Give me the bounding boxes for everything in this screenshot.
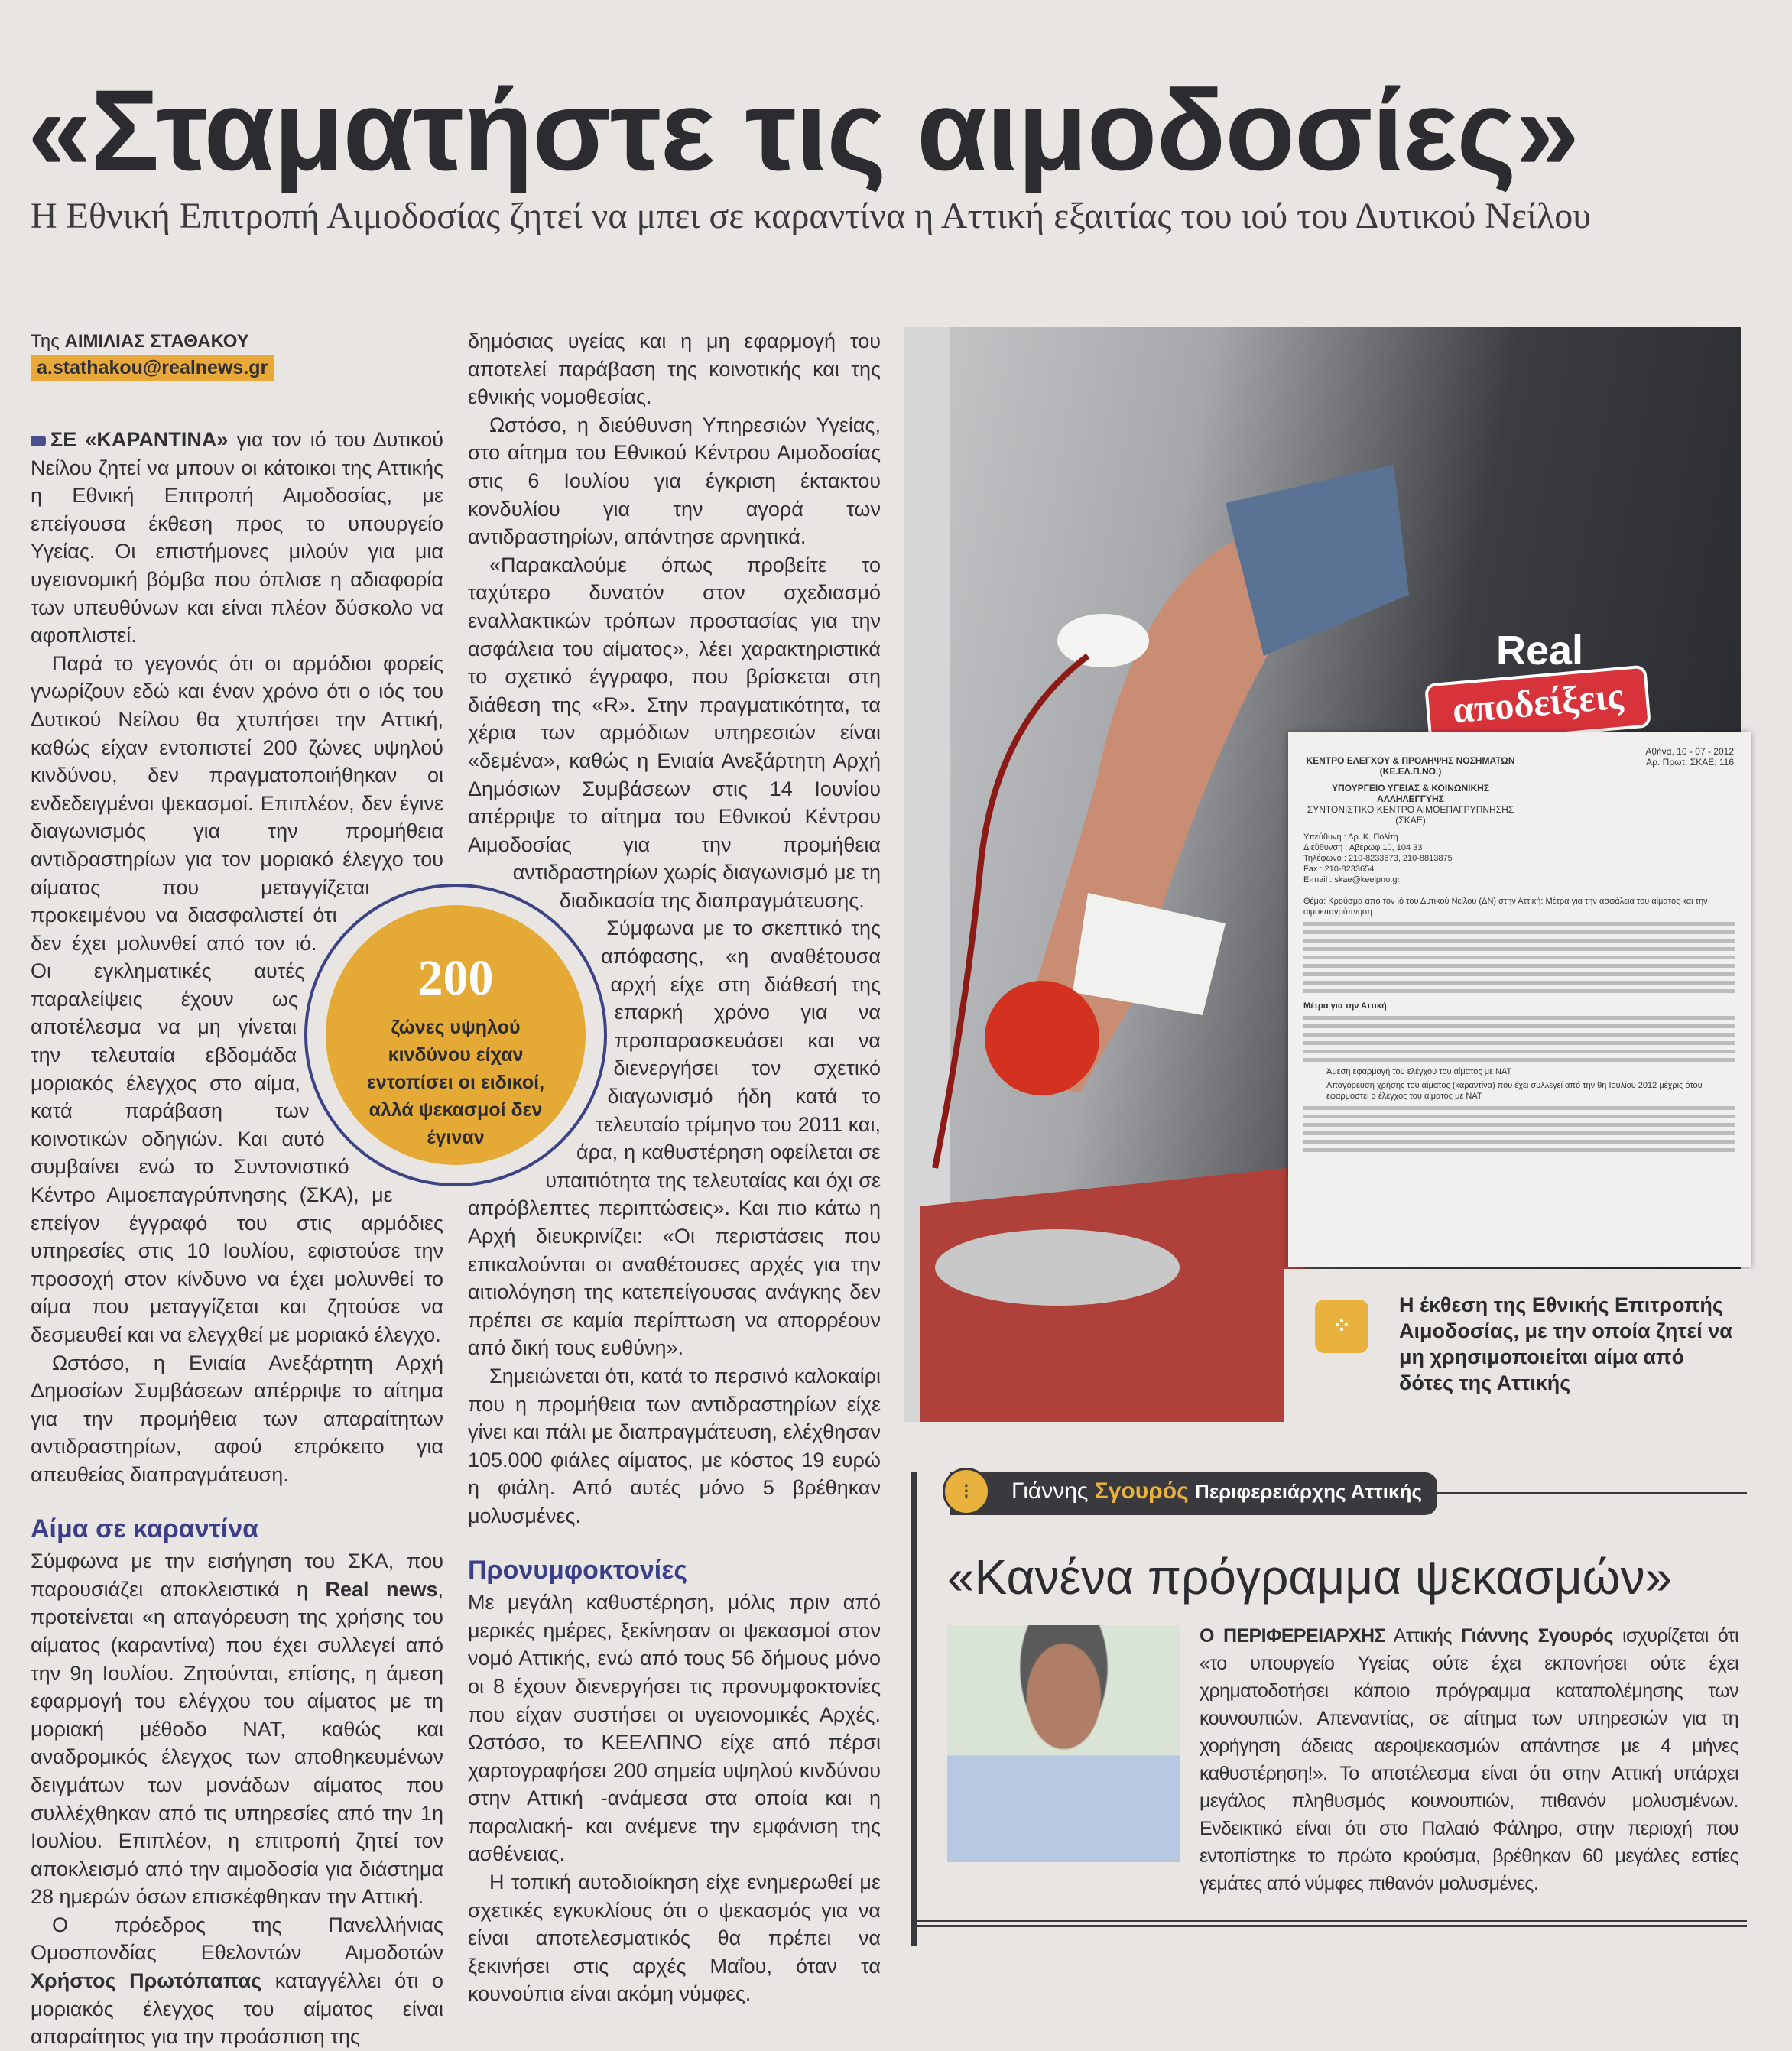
byline-prefix: Της — [31, 331, 60, 352]
paragraph: Ωστόσο, η διεύθυνση Υπηρεσιών Υγείας, στο αίτημα του Εθνικού Κέντρου Αιμοδοσίας στις 6 Ιουλίου για έγκριση έκτακτου κονδυλίου για την αγορά των αντιδραστηρίων, απάντησε αρνητικά. — [468, 413, 881, 549]
sidebar-text — [1200, 1622, 1738, 1897]
doc-field: Υπεύθυνη : Δρ. Κ. Πολίτη — [1303, 832, 1398, 842]
paragraph-text: Σύμφωνα με την εισήγηση του ΣΚΑ, που παρουσιάζει αποκλειστικά η — [31, 1550, 443, 1601]
role: Περιφερειάρχης Αττικής — [1195, 1480, 1422, 1503]
doc-date: Αθήνα, 10 - 07 - 2012 — [1645, 746, 1734, 757]
byline-author: ΑΙΜΙΛΙΑΣ ΣΤΑΘΑΚΟΥ — [64, 331, 249, 352]
paragraph-text: ισχυρίζεται ότι «το υπουργείο Υγείας ούτε έχει εκπονήσει ούτε έχει χρηματοδοτήσει κάποιο πρόγραμμα καταπολέμησης των κουνουπιών. Απεναντίας, σε αίτημα των υπηρεσιών για τη χορήγηση άδειας αεροψεκασμών απάντησε με 4 μήνες καθυστέρηση!». Το αποτέλεσμα είναι ότι στην Αττική υπάρχει μεγάλος πληθυσμός κουνουπιών, πιθανόν μολυσμένων. Ενδεικτικό είναι ότι στο Παλαιό Φάληρο, στην περιοχή που εντοπίστηκε το πρώτο κρούσμα, βρέθηκαν 60 μεγάλες εστίες γεμάτες από νύμφες πιθανόν μολυσμένες. — [1200, 1625, 1739, 1894]
badge-real: Real — [1496, 628, 1584, 673]
doc-field: Διεύθυνση : Αβέρωφ 10, 104 33 — [1303, 843, 1423, 852]
paragraph: Με μεγάλη καθυστέρηση, μόλις πριν από μερικές ημέρες, ξεκίνησαν οι ψεκασμοί στον νομό Αττικής, ενώ από τους 56 δήμους μόνο οι 8 έχουν διενεργήσει τις προνυμφοκτονίες που είχαν συστήσει οι υγειονομικές Αρχές. Ωστόσο, το ΚΕΕΛΠΝΟ είχε από πέρσι χαρτογραφήσει 200 σημεία υψηλού κινδύνου στην Αττική -ανάμεσα στα οποία και η παραλιακή- και ανέμενε την εμφάνιση της ασθένειας. — [468, 1591, 881, 1866]
doc-subject: Θέμα: Κρούσμα από τον ιό του Δυτικού Νείλου (ΔΝ) στην Αττική: Μέτρα για την ασφάλεια του αίματος και την αιμοεπαγρύπνηση — [1303, 897, 1708, 917]
paragraph-text: καταγγέλλει ότι ο μοριακός έλεγχος του αίματος είναι απαραίτητος για την προάσπιση της — [31, 1969, 444, 2049]
badge-apodeixeis: αποδείξεις — [1424, 664, 1651, 746]
caption-text: Η έκθεση της Εθνικής Επιτροπής Αιμοδοσίας, με την οποία ζητεί να μη χρησιμοποιείται αίμα από δότες της Αττικής — [1399, 1293, 1732, 1394]
doc-org: ΚΕΝΤΡΟ ΕΛΕΓΧΟΥ & ΠΡΟΛΗΨΗΣ ΝΟΣΗΜΑΤΩΝ (ΚΕ.ΕΛ.Π.ΝΟ.) — [1306, 755, 1515, 777]
brand-name: Real news — [325, 1577, 438, 1601]
paragraph-text: για τον ιό του Δυτικού Νείλου ζητεί να μπουν οι κάτοικοι της Αττικής η Εθνική Επιτροπή Αιμοδοσίας, με επείγουσα έκθεση προς το υπουργείο Υγείας. Οι επιστήμονες μιλούν για μια υγειονομική βόμβα που όπλισε η αδιαφορία των υπευθύνων και είναι πλέον δύσκολο να αφοπλιστεί. — [31, 428, 443, 647]
paragraph: Σημειώνεται ότι, κατά το περσινό καλοκαίρι που η προμήθεια των αντιδραστηρίων είχε γίνει και πάλι με διαπραγμάτευση, ελέχθησαν 105.000 φιάλες αίματος, με κόστος 19 ευρώ η φιάλη. Από αυτές μόνο 5 βρέθηκαν μολυσμένες. — [468, 1364, 881, 1527]
paragraph-text: Αττικής — [1385, 1625, 1462, 1647]
doc-section: Μέτρα για την Αττική — [1303, 1001, 1387, 1011]
person-name: Χρήστος Πρωτόπαπας — [31, 1969, 262, 1993]
paragraph: Σύμφωνα με το σκεπτικό της απόφασης, «η αναθέτουσα αρχή είχε στη διάθεσή της επαρκή χρόνο για να προπαρασκευάσει και να διενεργήσει τον σχετικό διαγωνισμό ήδη κατά το τελευταίο τρίμηνο του 2011 και, άρα, η καθυστέρηση οφείλεται σε υπαιτιότητα της τελευταίας και όχι σε απρόβλεπτες περιπτώσεις». Και πιο κάτω η Αρχή διευκρινίζει: «Οι περιστάσεις που επικαλούνται οι αναθέτουσες αρχές για την αιτιολόγηση της κατεπείγουσας ανάγκης δεν πρέπει σε καμία περίπτωση να απορρέουν από δική τους ευθύνη». — [468, 917, 881, 1360]
headline: «Σταματήστε τις αιμοδοσίες» — [28, 66, 1579, 194]
byline — [31, 329, 443, 381]
paragraph — [31, 426, 443, 650]
paragraph — [31, 1547, 443, 1911]
section-heading: Προνυμφοκτονίες — [468, 1555, 688, 1585]
first-name: Γιάννης — [1011, 1478, 1089, 1504]
portrait-photo — [947, 1625, 1180, 1862]
callout-circle — [304, 884, 607, 1186]
doc-bullet: Άμεση εφαρμογή του ελέγχου του αίματος με NAT — [1326, 1067, 1512, 1076]
evidence-document — [1288, 732, 1751, 1267]
paragraph: Ωστόσο, η Ενιαία Ανεξάρτητη Αρχή Δημοσίων Συμβάσεων απέρριψε το αίτημα για την προμήθεια των απαραίτητων αντιδραστηρίων, αφού επρόκειτο για απευθείας διαπραγμάτευση. — [31, 1351, 443, 1486]
paragraph: «Παρακαλούμε όπως προβείτε το ταχύτερο δυνατόν στον σχεδιασμό εναλλακτικών τρόπων προστασίας για την ασφάλεια του αίματος», λέει χαρακτηριστικά το σχετικό έγγραφο, που βρίσκεται στη διάθεση της «R». Στην πραγματικότητα, τα χέρια των αρμόδιων υπηρεσιών είναι «δεμένα», καθώς η Ενιαία Ανεξάρτητη Αρχή Δημόσιων Συμβάσεων στις 14 Ιουνίου απέρριψε το αίτημα του Εθνικού Κέντρου Αιμοδοσίας για την προμήθεια αντιδραστηρίων χωρίς διαγωνισμό με τη διαδικασία της διαπραγμάτευσης. — [468, 553, 881, 912]
section-heading: Αίμα σε καραντίνα — [31, 1514, 258, 1543]
paragraph-text: Ο πρόεδρος της Πανελλήνιας Ομοσπονδίας Εθελοντών Αιμοδοτών — [31, 1913, 443, 1965]
paragraph: Η τοπική αυτοδιοίκηση είχε ενημερωθεί με σχετικές εγκυκλίους ότι ο ψεκασμός για να είναι αποτελεσματικός θα πρέπει να ξεκινήσει στις αρχές Μαΐου, όταν τα κουνούπια είναι ακόμη νύμφες. — [468, 1871, 881, 2006]
article-column-2 — [468, 327, 881, 2008]
doc-field: Fax : 210-8233654 — [1303, 865, 1375, 874]
callout-number: 200 — [417, 950, 494, 1006]
paragraph: Παρά το γεγονός ότι οι αρμόδιοι φορείς γνωρίζουν εδώ και έναν χρόνο ότι ο ιός του Δυτικού Νείλου θα χτυπήσει την Αττική, καθώς είχαν εντοπιστεί 200 ζώνες υψηλού κινδύνου, δεν πραγματοποιήθηκαν οι ενδεδειγμένοι ψεκασμοί. Επιπλέον, δεν έγινε διαγωνισμός για την προμήθεια αντιδραστηρίων για τον μοριακό έλεγχο του αίματος που μεταγγίζεται προκειμένου να διασφαλιστεί ότι δεν έχει μολυνθεί από τον ιό. Οι εγκληματικές αυτές παραλείψεις έχουν ως αποτέλεσμα να μη γίνεται την τελευταία εβδομάδα μοριακός έλεγχος στο αίμα, κατά παράβαση των κοινοτικών οδηγιών. Και αυτό συμβαίνει ενώ το Συντονιστικό Κέντρο Αιμοεπαγρύπνησης (ΣΚΑ), με επείγον έγγραφό του στις αρμόδιες υπηρεσίες στις 10 Ιουλίου, εφιστούσε την προσοχή στον κίνδυνο να έχει μολυνθεί το αίμα που μεταγγίζεται και ζητούσε να δεσμευθεί και να ελεγχθεί με μοριακό έλεγχο. — [31, 651, 443, 1346]
photo-caption — [1284, 1269, 1751, 1422]
doc-field: Τηλέφωνο : 210-8233673, 210-8813875 — [1303, 854, 1453, 863]
paragraph — [31, 1911, 443, 2051]
doc-field: E-mail : skae@keelpno.gr — [1303, 875, 1401, 884]
paragraph: δημόσιας υγείας και η μη εφαρμογή του αποτελεί παράβαση της κοινοτικής και της εθνικής νομοθεσίας. — [468, 329, 881, 409]
sidebar-header — [950, 1472, 1437, 1515]
last-name: Σγουρός — [1094, 1478, 1189, 1504]
lead-in: Ο ΠΕΡΙΦΕΡΕΙΑΡΧΗΣ — [1200, 1625, 1385, 1647]
doc-ministry: ΥΠΟΥΡΓΕΙΟ ΥΓΕΙΑΣ & ΚΟΙΝΩΝΙΚΗΣ ΑΛΛΗΛΕΓΓΥΗΣ — [1331, 783, 1490, 804]
subheadline: Η Εθνική Επιτροπή Αιμοδοσίας ζητεί να μπει σε καραντίνα η Αττική εξαιτίας του ιού του Δυτικού Νείλου — [31, 196, 1592, 236]
author-email: a.stathakou@realnews.gr — [31, 355, 274, 381]
paragraph-text: , προτείνεται «η απαγόρευση της χρήσης του αίματος (καραντίνα) που έχει συλλεγεί από την 9η Ιουλίου. Ζητούνται, επίσης, η άμεση εφαρμογή του ελέγχου του αίματος με τη μοριακή μέθοδο NAT, καθώς και αναδρομικός έλεγχος των αποθηκευμένων δειγμάτων των μονάδων αίματος που συλλέχθηκαν από τις υπηρεσίες από την 1η Ιουλίου. Επιπλέον, η επιτροπή ζητεί τον αποκλεισμό από την αιμοδοσία για διάστημα 28 ημερών όσων επισκέφθηκαν την Αττική. — [31, 1577, 443, 1909]
lead-in: ΣΕ «ΚΑΡΑΝΤΙΝΑ» — [50, 428, 229, 451]
bullet-square-icon — [31, 436, 46, 446]
dots-icon: ⁘ — [1315, 1300, 1368, 1353]
sidebar-interview-box — [911, 1472, 1747, 1946]
doc-center: ΣΥΝΤΟΝΙΣΤΙΚΟ ΚΕΝΤΡΟ ΑΙΜΟΕΠΑΓΡΥΠΝΗΣΗΣ (ΣΚΑΕ) — [1307, 804, 1514, 826]
sidebar-title: «Κανένα πρόγραμμα ψεκασμών» — [947, 1550, 1673, 1605]
dots-icon: ⁝ — [943, 1468, 990, 1515]
doc-bullet: Απαγόρευση χρήσης του αίματος (καραντίνα) που έχει συλλεγεί από την 9η Ιουλίου 2012 μέχρις ότου εφαρμοστεί ο έλεγχος του αίματος με NAT — [1326, 1081, 1703, 1101]
callout-text: ζώνες υψηλού κινδύνου είχαν εντοπίσει οι ειδικοί, αλλά ψεκασμοί δεν έγιναν — [366, 1017, 545, 1148]
article-column-1 — [31, 329, 443, 2051]
person-name: Γιάννης Σγουρός — [1461, 1625, 1613, 1647]
doc-ref: Αρ. Πρωτ. ΣΚΑΕ: 116 — [1646, 757, 1734, 768]
